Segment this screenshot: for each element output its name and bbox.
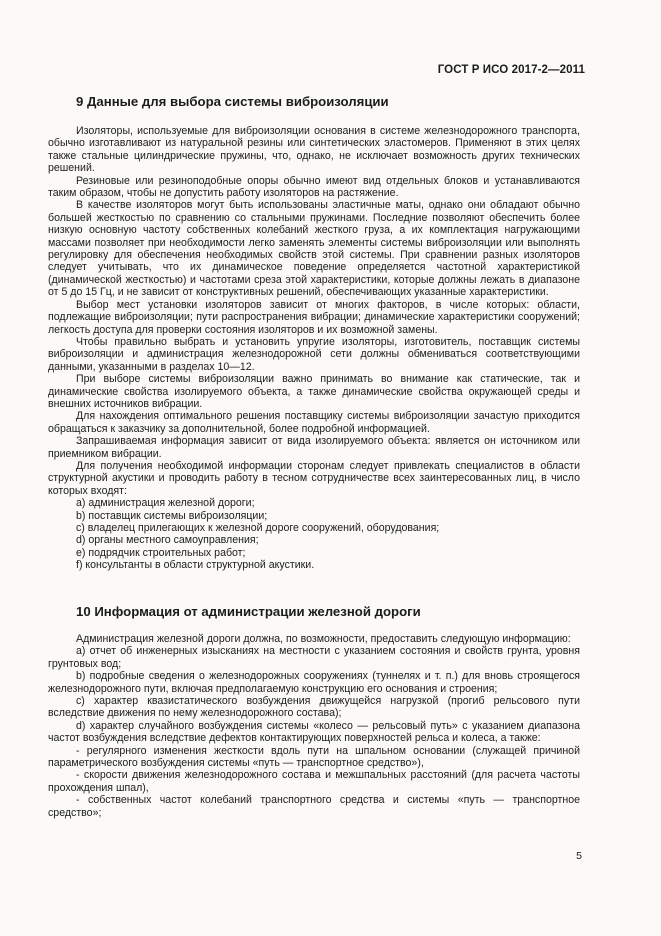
dash-item: - регулярного изменения жесткости вдоль пути на шпальном основании (служащей причиной параметрического возбуждения системы «путь — транспортное средство»), [48,744,580,770]
paragraph: Выбор мест установки изоляторов зависит от многих факторов, в числе которых: области, подлежащие виброизоляции; пути распространения вибрации; динамические характеристики сооружений; легкость доступа для проверки состояния изоляторов и их возможной замены. [48,298,580,336]
list-item: c) владелец прилегающих к железной дороге сооружений, оборудования; [76,522,440,534]
paragraph: Для получения необходимой информации сторонам следует привлекать специалистов в области структурной акустики и проводить работу в тесном сотрудничестве всех заинтересованных лиц, в число которых входят: [48,459,580,497]
section-9-body [48,125,580,572]
paragraph: Для нахождения оптимального решения поставщику системы виброизоляции зачастую приходится обращаться к заказчику за дополнительной, более подробной информацией. [48,410,580,435]
paragraph: Изоляторы, используемые для виброизоляции основания в системе железнодорожного транспорта, обычно изготавливают из натуральной резины или синтетических эластомеров. Применяют в этих целях также стальные цилиндрические пружины, что, однако, не исключает возможность других технических решений. [48,125,580,175]
document-header: ГОСТ Р ИСО 2017-2—2011 [437,64,585,76]
paragraph: Резиновые или резиноподобные опоры обычно имеют вид отдельных блоков и устанавливаются таким образом, чтобы не допустить работу изоляторов на растяжение. [48,174,580,200]
paragraph: Чтобы правильно выбрать и установить упругие изоляторы, изготовитель, поставщик системы виброизоляции и администрация железнодорожной сети должны обмениваться соответствующими данными, указанными в разделах 10—12. [48,335,580,373]
paragraph: Администрация железной дороги должна, по возможности, предоставить следующую информацию: [76,633,571,645]
paragraph: При выборе системы виброизоляции важно принимать во внимание как статические, так и динамические свойства изолируемого объекта, а также динамические свойства окружающей среды и внешних источников вибрации. [48,373,580,410]
dash-item: - скорости движения железнодорожного состава и межшпальных расстояний (для расчета частоты прохождения шпал), [48,769,580,794]
paragraph: Запрашиваемая информация зависит от вида изолируемого объекта: является он источником или приемником вибрации. [48,435,580,460]
paragraph: В качестве изоляторов могут быть использованы эластичные маты, однако они обладают обычно большей жесткостью по сравнению со стальными пружинами. Последние позволяют обеспечить более низкую основную частоту собственных колебаний жесткого груза, а их комплектация нагружающими массами позволяет при необходимости легко заменять элементы системы виброизоляции или выполнять регулировку для обеспечения необходимых свойств этой системы. При сравнении разных изоляторов следует учитывать, что их динамическое поведение определяется частотной характеристикой (динамической жесткостью) и частотами среза этой характеристики, которые должны лежать в диапазоне от 5 до 15 Гц, и не зависит от конструктивных решений, обеспечивающих указанные характеристики. [48,199,580,299]
list-item: e) подрядчик строительных работ; [76,546,246,559]
list-item: d) характер случайного возбуждения системы «колесо — рельсовый путь» с указанием диапазона частот возбуждения вследствие дефектов контактирующих поверхностей рельса и колеса, а также: [48,719,580,745]
list-item: a) администрация железной дороги; [76,497,255,510]
list-item: d) органы местного самоуправления; [76,534,259,547]
section-10-body [48,633,580,819]
list-item: c) характер квазистатического возбуждения движущейся нагрузкой (прогиб рельсового пути вследствие движения по нему железнодорожного состава); [48,695,580,720]
list-item: a) отчет об инженерных изысканиях на местности с указанием состояния и свойств грунта, уровня грунтовых вод; [48,645,580,670]
list-item: b) поставщик системы виброизоляции; [76,509,268,522]
page-number: 5 [576,850,582,862]
section-9-heading: 9 Данные для выбора системы виброизоляции [76,94,389,109]
list-item: f) консультанты в области структурной акустики. [76,559,315,572]
dash-item: - собственных частот колебаний транспортного средства и системы «путь — транспортное средство»; [48,794,580,819]
section-10-heading: 10 Информация от администрации железной дороги [76,604,421,619]
list-item: b) подробные сведения о железнодорожных сооружениях (туннелях и т. п.) для вновь строящегося железнодорожного пути, включая предполагаемую конструкцию его основания и строения; [48,670,580,695]
